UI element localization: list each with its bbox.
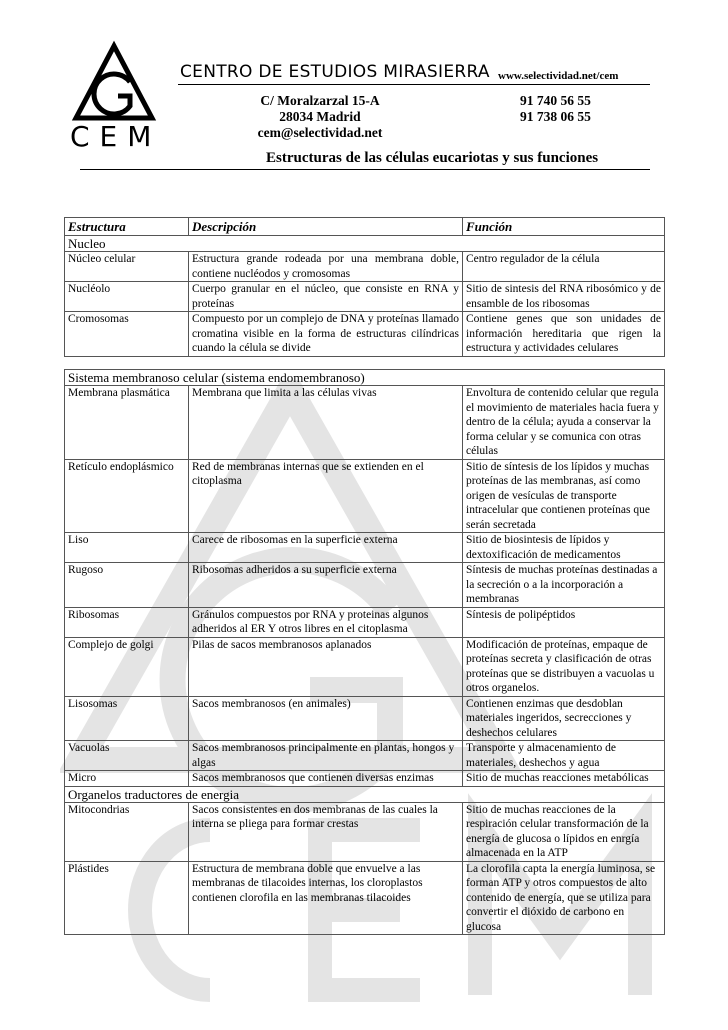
cell-structure: Retículo endoplásmico [65, 459, 189, 533]
page-title: Estructuras de las células eucariotas y sus funciones [266, 150, 599, 166]
organization-name: CENTRO DE ESTUDIOS MIRASIERRA [180, 62, 490, 82]
cell-function: Contiene genes que son unidades de información hereditaria que rigen la estructura y actividades celulares [463, 312, 665, 357]
svg-text:CEM: CEM [70, 120, 162, 152]
cell-function: Síntesis de muchas proteínas destinadas a la secreción o a la incorporación a membranas [463, 563, 665, 608]
cell-structure: Mitocondrias [65, 802, 189, 861]
cell-function: Sitio de sintesis del RNA ribosómico y de ensamble de los ribosomas [463, 282, 665, 312]
nucleus-table [64, 217, 665, 357]
cell-description: Carece de ribosomas en la superficie externa [189, 533, 463, 563]
section-row [65, 236, 665, 252]
cell-description: Cuerpo granular en el núcleo, que consiste en RNA y proteínas [189, 282, 463, 312]
cell-description: Red de membranas internas que se extienden en el citoplasma [189, 459, 463, 533]
phone-block [520, 93, 591, 125]
table-row [65, 607, 665, 637]
email-address[interactable]: cem@selectividad.net [257, 125, 383, 140]
cell-structure: Complejo de golgi [65, 637, 189, 696]
phone-1: 91 740 56 55 [520, 93, 591, 108]
cell-structure: Liso [65, 533, 189, 563]
cell-description: Gránulos compuestos por RNA y proteinas algunos adheridos al ER Y otros libres en el citoplasma [189, 607, 463, 637]
address-block [240, 93, 400, 141]
cell-function: Transporte y almacenamiento de materiales, deshechos y agua [463, 741, 665, 771]
cell-structure: Plástides [65, 861, 189, 935]
cell-description: Pilas de sacos membranosos aplanados [189, 637, 463, 696]
cell-function: Contienen enzimas que desdoblan materiales ingeridos, secrecciones y deshechos celulares [463, 696, 665, 741]
cell-function: Sitio de muchas reacciones metabólicas [463, 771, 665, 787]
table-row [65, 802, 665, 861]
table-row [65, 563, 665, 608]
cell-structure: Cromosomas [65, 312, 189, 357]
title-rule [80, 169, 650, 170]
cell-description: Estructura grande rodeada por una membrana doble, contiene nucléodos y cromosomas [189, 252, 463, 282]
cell-function: Sitio de biosintesis de lípidos y dextoxificación de medicamentos [463, 533, 665, 563]
cell-function: Síntesis de polipéptidos [463, 607, 665, 637]
cell-description: Ribosomas adheridos a su superficie externa [189, 563, 463, 608]
city-address: 28034 Madrid [279, 109, 361, 124]
cell-structure: Micro [65, 771, 189, 787]
table-row [65, 459, 665, 533]
cell-function: Sitio de síntesis de los lípidos y muchas proteínas de las membranas, así como origen de vesículas de transporte intracelular que contienen proteínas que serán secretada [463, 459, 665, 533]
cell-structure: Rugoso [65, 563, 189, 608]
cell-description: Sacos membranosos (en animales) [189, 696, 463, 741]
table-row [65, 771, 665, 787]
table-row [65, 312, 665, 357]
section-row [65, 786, 665, 802]
section-title: Organelos traductores de energia [65, 786, 665, 802]
section-row [65, 370, 665, 386]
table-row [65, 533, 665, 563]
cell-structure: Ribosomas [65, 607, 189, 637]
table-row [65, 741, 665, 771]
cell-description: Estructura de membrana doble que envuelve a las membranas de tilacoides internas, los cloroplastos contienen clorofila en las membranas tilacoides [189, 861, 463, 935]
organelles-table [64, 369, 665, 935]
table-row [65, 252, 665, 282]
cell-function: Sitio de muchas reacciones de la respiración celular transformación de la energía de glucosa o lípidos en enrgía almacenada en la ATP [463, 802, 665, 861]
phone-2: 91 738 06 55 [520, 109, 591, 124]
table-row [65, 386, 665, 460]
cell-description: Sacos membranosos principalmente en plantas, hongos y algas [189, 741, 463, 771]
section-title: Nucleo [65, 236, 665, 252]
table-header-row [65, 218, 665, 236]
header-descripcion: Descripción [189, 218, 463, 236]
cell-description: Sacos consistentes en dos membranas de las cuales la interna se pliega para formar crestas [189, 802, 463, 861]
cell-description: Membrana que limita a las células vivas [189, 386, 463, 460]
cell-function: Envoltura de contenido celular que regula el movimiento de materiales hacia fuera y dentro de la célula; ayuda a conservar la forma celular y se comunica con otras células [463, 386, 665, 460]
section-title: Sistema membranoso celular (sistema endomembranoso) [65, 370, 665, 386]
header-rule [178, 84, 650, 85]
cem-logo [66, 40, 178, 152]
cell-structure: Núcleo celular [65, 252, 189, 282]
cell-structure: Nucléolo [65, 282, 189, 312]
cell-structure: Lisosomas [65, 696, 189, 741]
cell-function: Modificación de proteínas, empaque de proteínas secreta y clasificación de otras proteínas que se distribuyen a vacuolas u otros organelos. [463, 637, 665, 696]
cell-function: La clorofila capta la energía luminosa, se forman ATP y otros compuestos de alto contenido de energía, que se utiliza para convertir el dióxido de carbono en glucosa [463, 861, 665, 935]
table-row [65, 696, 665, 741]
cell-structure: Vacuolas [65, 741, 189, 771]
cell-structure: Membrana plasmática [65, 386, 189, 460]
table-row [65, 637, 665, 696]
table-row [65, 861, 665, 935]
cell-description: Compuesto por un complejo de DNA y proteínas llamado cromatina visible en la forma de estructuras cilíndricas cuando la célula se divide [189, 312, 463, 357]
table-row [65, 282, 665, 312]
cell-description: Sacos membranosos que contienen diversas enzimas [189, 771, 463, 787]
header-estructura: Estructura [65, 218, 189, 236]
cell-function: Centro regulador de la célula [463, 252, 665, 282]
street-address: C/ Moralzarzal 15-A [260, 93, 380, 108]
website-link[interactable]: www.selectividad.net/cem [498, 70, 619, 82]
header-funcion: Función [463, 218, 665, 236]
